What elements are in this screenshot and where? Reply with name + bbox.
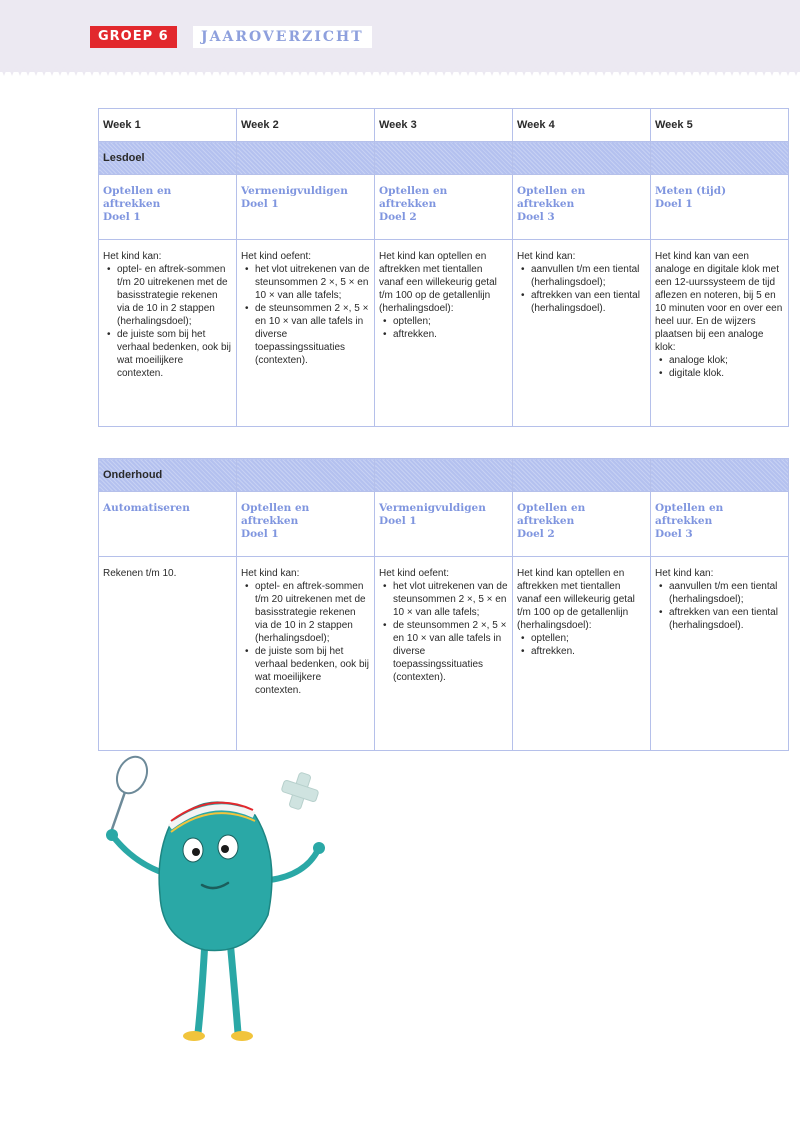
list-item: • digitale klok. [669,367,784,380]
goal-cell [99,492,237,557]
section-label: Lesdoel [99,142,237,175]
goal-number: Doel 3 [655,528,693,540]
goal-cell [375,492,513,557]
week-cell: Week 1 [99,109,237,142]
goal-number: Doel 1 [655,198,693,210]
description-row [99,557,789,751]
list-item: • de steunsommen 2 ×, 5 × en 10 × van alle tafels in diverse toepassingssituaties (contexten). [255,302,370,367]
list-item: • optel- en aftrek-sommen t/m 20 uitrekenen met de basisstrategie rekenen via de 10 in 2 stappen (herhalingsdoel); [117,263,232,328]
goal-row [99,175,789,240]
goal-row [99,492,789,557]
goal-cell [237,492,375,557]
goal-topic: Vermenigvuldigen [241,185,348,197]
list-item: • aftrekken van een tiental (herhalingsdoel). [669,606,784,632]
goal-number: Doel 1 [241,528,279,540]
plus-icon [277,768,322,813]
goal-cell [651,175,789,240]
group-badge: GROEP 6 [90,26,177,48]
section-band-row [99,142,789,175]
zigzag-edge [0,66,800,78]
description-row [99,240,789,427]
section-label: Onderhoud [99,459,237,492]
page-title: JAAROVERZICHT [193,26,372,48]
list-item: • optellen; [531,632,646,645]
badminton-racket-icon [110,755,153,835]
list-item: • aftrekken. [531,645,646,658]
goal-topic: Optellen en aftrekken [655,502,724,527]
goal-number: Doel 1 [379,515,417,527]
mascot-illustration [90,755,350,1055]
list-item: • optellen; [393,315,508,328]
list-item: • aanvullen t/m een tiental (herhalingsdoel); [669,580,784,606]
week-cell: Week 5 [651,109,789,142]
goal-cell [513,492,651,557]
goal-number: Doel 2 [517,528,555,540]
description-cell: Het kind kan van een analoge en digitale klok met een 12-uurssysteem de tijd aflezen en noteren, bij 5 en 10 minuten voor en over een heel uur. En de wijzers plaatsen bij een analoge klok: • analoge klok; • digitale klok. [651,240,789,427]
description-cell: Het kind kan: • optel- en aftrek-sommen t/m 20 uitrekenen met de basisstrategie rekenen via de 10 in 2 stappen (herhalingsdoel); • de juiste som bij het verhaal bedenken, ook bij wat moeilijkere contexten. [99,240,237,427]
list-item: • de juiste som bij het verhaal bedenken, ook bij wat moeilijkere contexten. [117,328,232,380]
goal-number: Doel 1 [103,211,141,223]
goal-topic: Optellen en aftrekken [379,185,448,210]
goal-topic: Optellen en aftrekken [517,185,586,210]
list-item: • de steunsommen 2 ×, 5 × en 10 × van alle tafels in diverse toepassingssituaties (contexten). [393,619,508,684]
list-item: • optel- en aftrek-sommen t/m 20 uitrekenen met de basisstrategie rekenen via de 10 in 2 stappen (herhalingsdoel); [255,580,370,645]
list-item: • het vlot uitrekenen van de steunsommen 2 ×, 5 × en 10 × van alle tafels; [255,263,370,302]
description-cell: Het kind oefent: • het vlot uitrekenen van de steunsommen 2 ×, 5 × en 10 × van alle tafels; • de steunsommen 2 ×, 5 × en 10 × van alle tafels in diverse toepassingssituaties (contexten). [237,240,375,427]
lesdoel-table [98,108,789,427]
goal-number: Doel 2 [379,211,417,223]
goal-topic: Optellen en aftrekken [103,185,172,210]
week-cell: Week 3 [375,109,513,142]
goal-cell [375,175,513,240]
description-cell: Het kind kan optellen en aftrekken met tientallen vanaf een willekeurig getal t/m 100 op de getallenlijn (herhalingsdoel): • optellen; • aftrekken. [375,240,513,427]
goal-topic: Automatiseren [103,502,190,514]
goal-cell [651,492,789,557]
goal-number: Doel 3 [517,211,555,223]
list-item: • het vlot uitrekenen van de steunsommen 2 ×, 5 × en 10 × van alle tafels; [393,580,508,619]
description-cell: Het kind kan: • aanvullen t/m een tiental (herhalingsdoel); • aftrekken van een tiental (herhalingsdoel). [651,557,789,751]
goal-cell [237,175,375,240]
list-item: • de juiste som bij het verhaal bedenken, ook bij wat moeilijkere contexten. [255,645,370,697]
description-cell: Het kind kan optellen en aftrekken met tientallen vanaf een willekeurig getal t/m 100 op de getallenlijn (herhalingsdoel): • optellen; • aftrekken. [513,557,651,751]
section-band-row [99,459,789,492]
goal-cell [99,175,237,240]
goal-topic: Vermenigvuldigen [379,502,486,514]
description-cell: Rekenen t/m 10. [99,557,237,751]
list-item: • analoge klok; [669,354,784,367]
week-header-row [99,109,789,142]
goal-topic: Optellen en aftrekken [517,502,586,527]
onderhoud-table [98,458,789,751]
description-cell: Het kind oefent: • het vlot uitrekenen van de steunsommen 2 ×, 5 × en 10 × van alle tafels; • de steunsommen 2 ×, 5 × en 10 × van alle tafels in diverse toepassingssituaties (contexten). [375,557,513,751]
description-cell: Het kind kan: • optel- en aftrek-sommen t/m 20 uitrekenen met de basisstrategie rekenen via de 10 in 2 stappen (herhalingsdoel); • de juiste som bij het verhaal bedenken, ook bij wat moeilijkere contexten. [237,557,375,751]
week-cell: Week 2 [237,109,375,142]
list-item: • aftrekken van een tiental (herhalingsdoel). [531,289,646,315]
goal-cell [513,175,651,240]
list-item: • aanvullen t/m een tiental (herhalingsdoel); [531,263,646,289]
week-cell: Week 4 [513,109,651,142]
goal-number: Doel 1 [241,198,279,210]
goal-topic: Meten (tijd) [655,185,727,197]
list-item: • aftrekken. [393,328,508,341]
description-cell: Het kind kan: • aanvullen t/m een tiental (herhalingsdoel); • aftrekken van een tiental (herhalingsdoel). [513,240,651,427]
goal-topic: Optellen en aftrekken [241,502,310,527]
